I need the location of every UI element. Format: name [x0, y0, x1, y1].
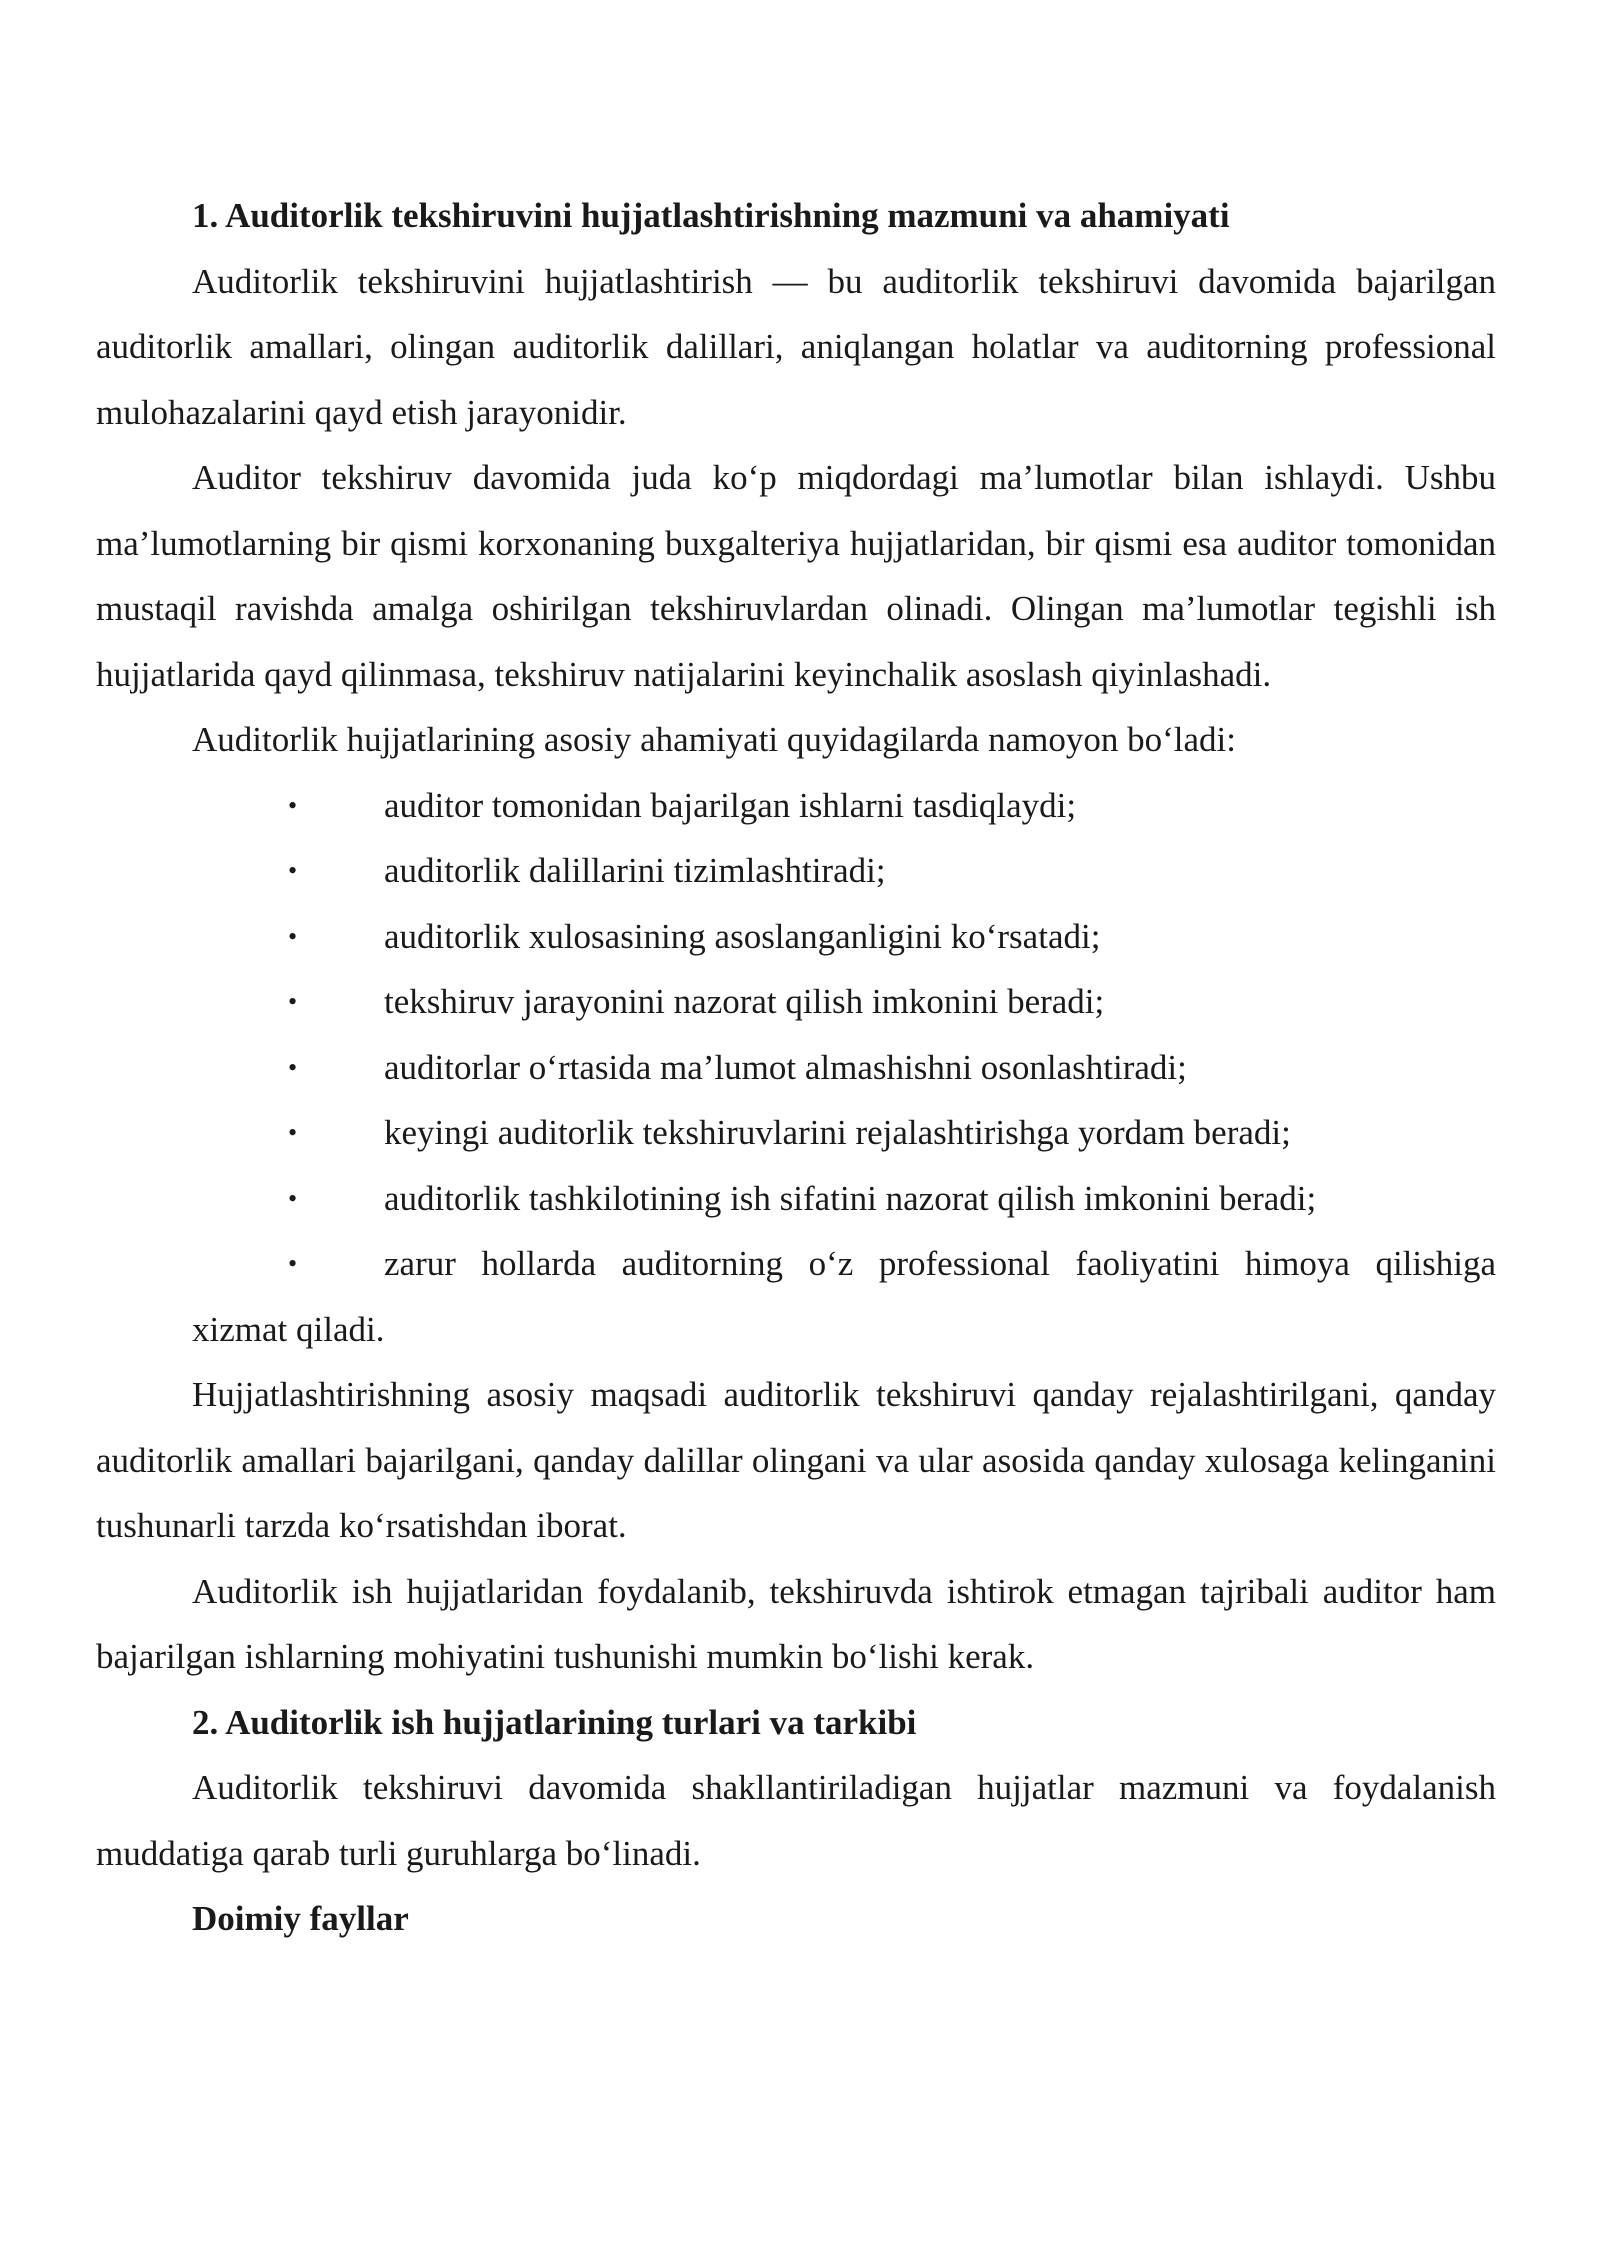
section-1-paragraph-3: Auditorlik hujjatlarining asosiy ahamiyati quyidagilarda namoyon bo‘ladi:: [192, 720, 1236, 759]
list-item-continuation: xizmat qiladi.: [192, 1309, 385, 1349]
section-1-heading: 1. Auditorlik tekshiruvini hujjatlashtirishning mazmuni va ahamiyati: [192, 196, 1230, 235]
list-item-text: auditorlik dalillarini tizimlashtiradi;: [384, 851, 886, 890]
list-item: [96, 969, 1496, 1035]
document-page: [96, 183, 1496, 1952]
bullet-icon: •: [288, 987, 298, 1016]
list-item: [96, 1100, 1496, 1166]
bullet-icon: •: [288, 1052, 298, 1082]
list-item-text: auditor tomonidan bajarilgan ishlarni tasdiqlaydi;: [384, 785, 1077, 825]
section-1-paragraph-4: Hujjatlashtirishning asosiy maqsadi auditorlik tekshiruvi qanday rejalashtirilgani, qanday auditorlik amallari bajarilgani, qanday dalillar olingani va ular asosida qanday xulosaga kelinganini tushunarli tarzda ko‘rsatishdan iborat.: [96, 1375, 1496, 1545]
bullet-icon: •: [288, 856, 298, 885]
list-item-text: auditorlik tashkilotining ish sifatini nazorat qilish imkonini beradi;: [384, 1178, 1317, 1218]
importance-bullet-list: [96, 773, 1496, 1297]
list-item-text: auditorlar o‘rtasida ma’lumot almashishni osonlashtiradi;: [384, 1047, 1187, 1087]
list-item: [96, 838, 1496, 904]
list-item: [96, 1166, 1496, 1232]
list-item-text: tekshiruv jarayonini nazorat qilish imkonini beradi;: [384, 982, 1105, 1021]
section-2-heading: 2. Auditorlik ish hujjatlarining turlari va tarkibi: [192, 1702, 917, 1742]
bullet-icon: •: [288, 921, 298, 951]
bullet-icon: •: [288, 1183, 298, 1213]
list-item: [96, 773, 1496, 839]
section-1-paragraph-1: Auditorlik tekshiruvini hujjatlashtirish — bu auditorlik tekshiruvi davomida bajarilgan auditorlik amallari, olingan auditorlik dalillari, aniqlangan holatlar va auditorning professional mulohazalarini qayd etish jarayonidir.: [96, 261, 1496, 432]
list-item: [96, 1231, 1496, 1297]
list-item-text: keyingi auditorlik tekshiruvlarini rejalashtirishga yordam beradi;: [384, 1113, 1291, 1152]
list-item-text: zarur hollarda auditorning o‘z professional faoliyatini himoya qilishiga: [384, 1244, 1496, 1283]
list-item-text: auditorlik xulosasining asoslanganligini ko‘rsatadi;: [384, 916, 1101, 956]
bullet-icon: •: [288, 790, 298, 820]
section-1-paragraph-5: Auditorlik ish hujjatlaridan foydalanib, tekshiruvda ishtirok etmagan tajribali auditor ham bajarilgan ishlarning mohiyatini tushunishi mumkin bo‘lishi kerak.: [96, 1571, 1496, 1676]
bullet-icon: •: [288, 1249, 298, 1278]
bullet-icon: •: [288, 1118, 298, 1147]
list-item: [96, 1035, 1496, 1101]
section-1-paragraph-2: Auditor tekshiruv davomida juda ko‘p miqdordagi ma’lumotlar bilan ishlaydi. Ushbu ma’lumotlarning bir qismi korxonaning buxgalteriya hujjatlaridan, bir qismi esa auditor tomonidan mustaqil ravishda amalga oshirilgan tekshiruvlardan olinadi. Olingan ma’lumotlar tegishli ish hujjatlarida qayd qilinmasa, tekshiruv natijalarini keyinchalik asoslash qiyinlashadi.: [96, 458, 1496, 694]
section-2-subheading: Doimiy fayllar: [192, 1899, 409, 1938]
list-item: [96, 904, 1496, 970]
section-2-paragraph-1: Auditorlik tekshiruvi davomida shakllantiriladigan hujjatlar mazmuni va foydalanish muddatiga qarab turli guruhlarga bo‘linadi.: [96, 1768, 1496, 1873]
